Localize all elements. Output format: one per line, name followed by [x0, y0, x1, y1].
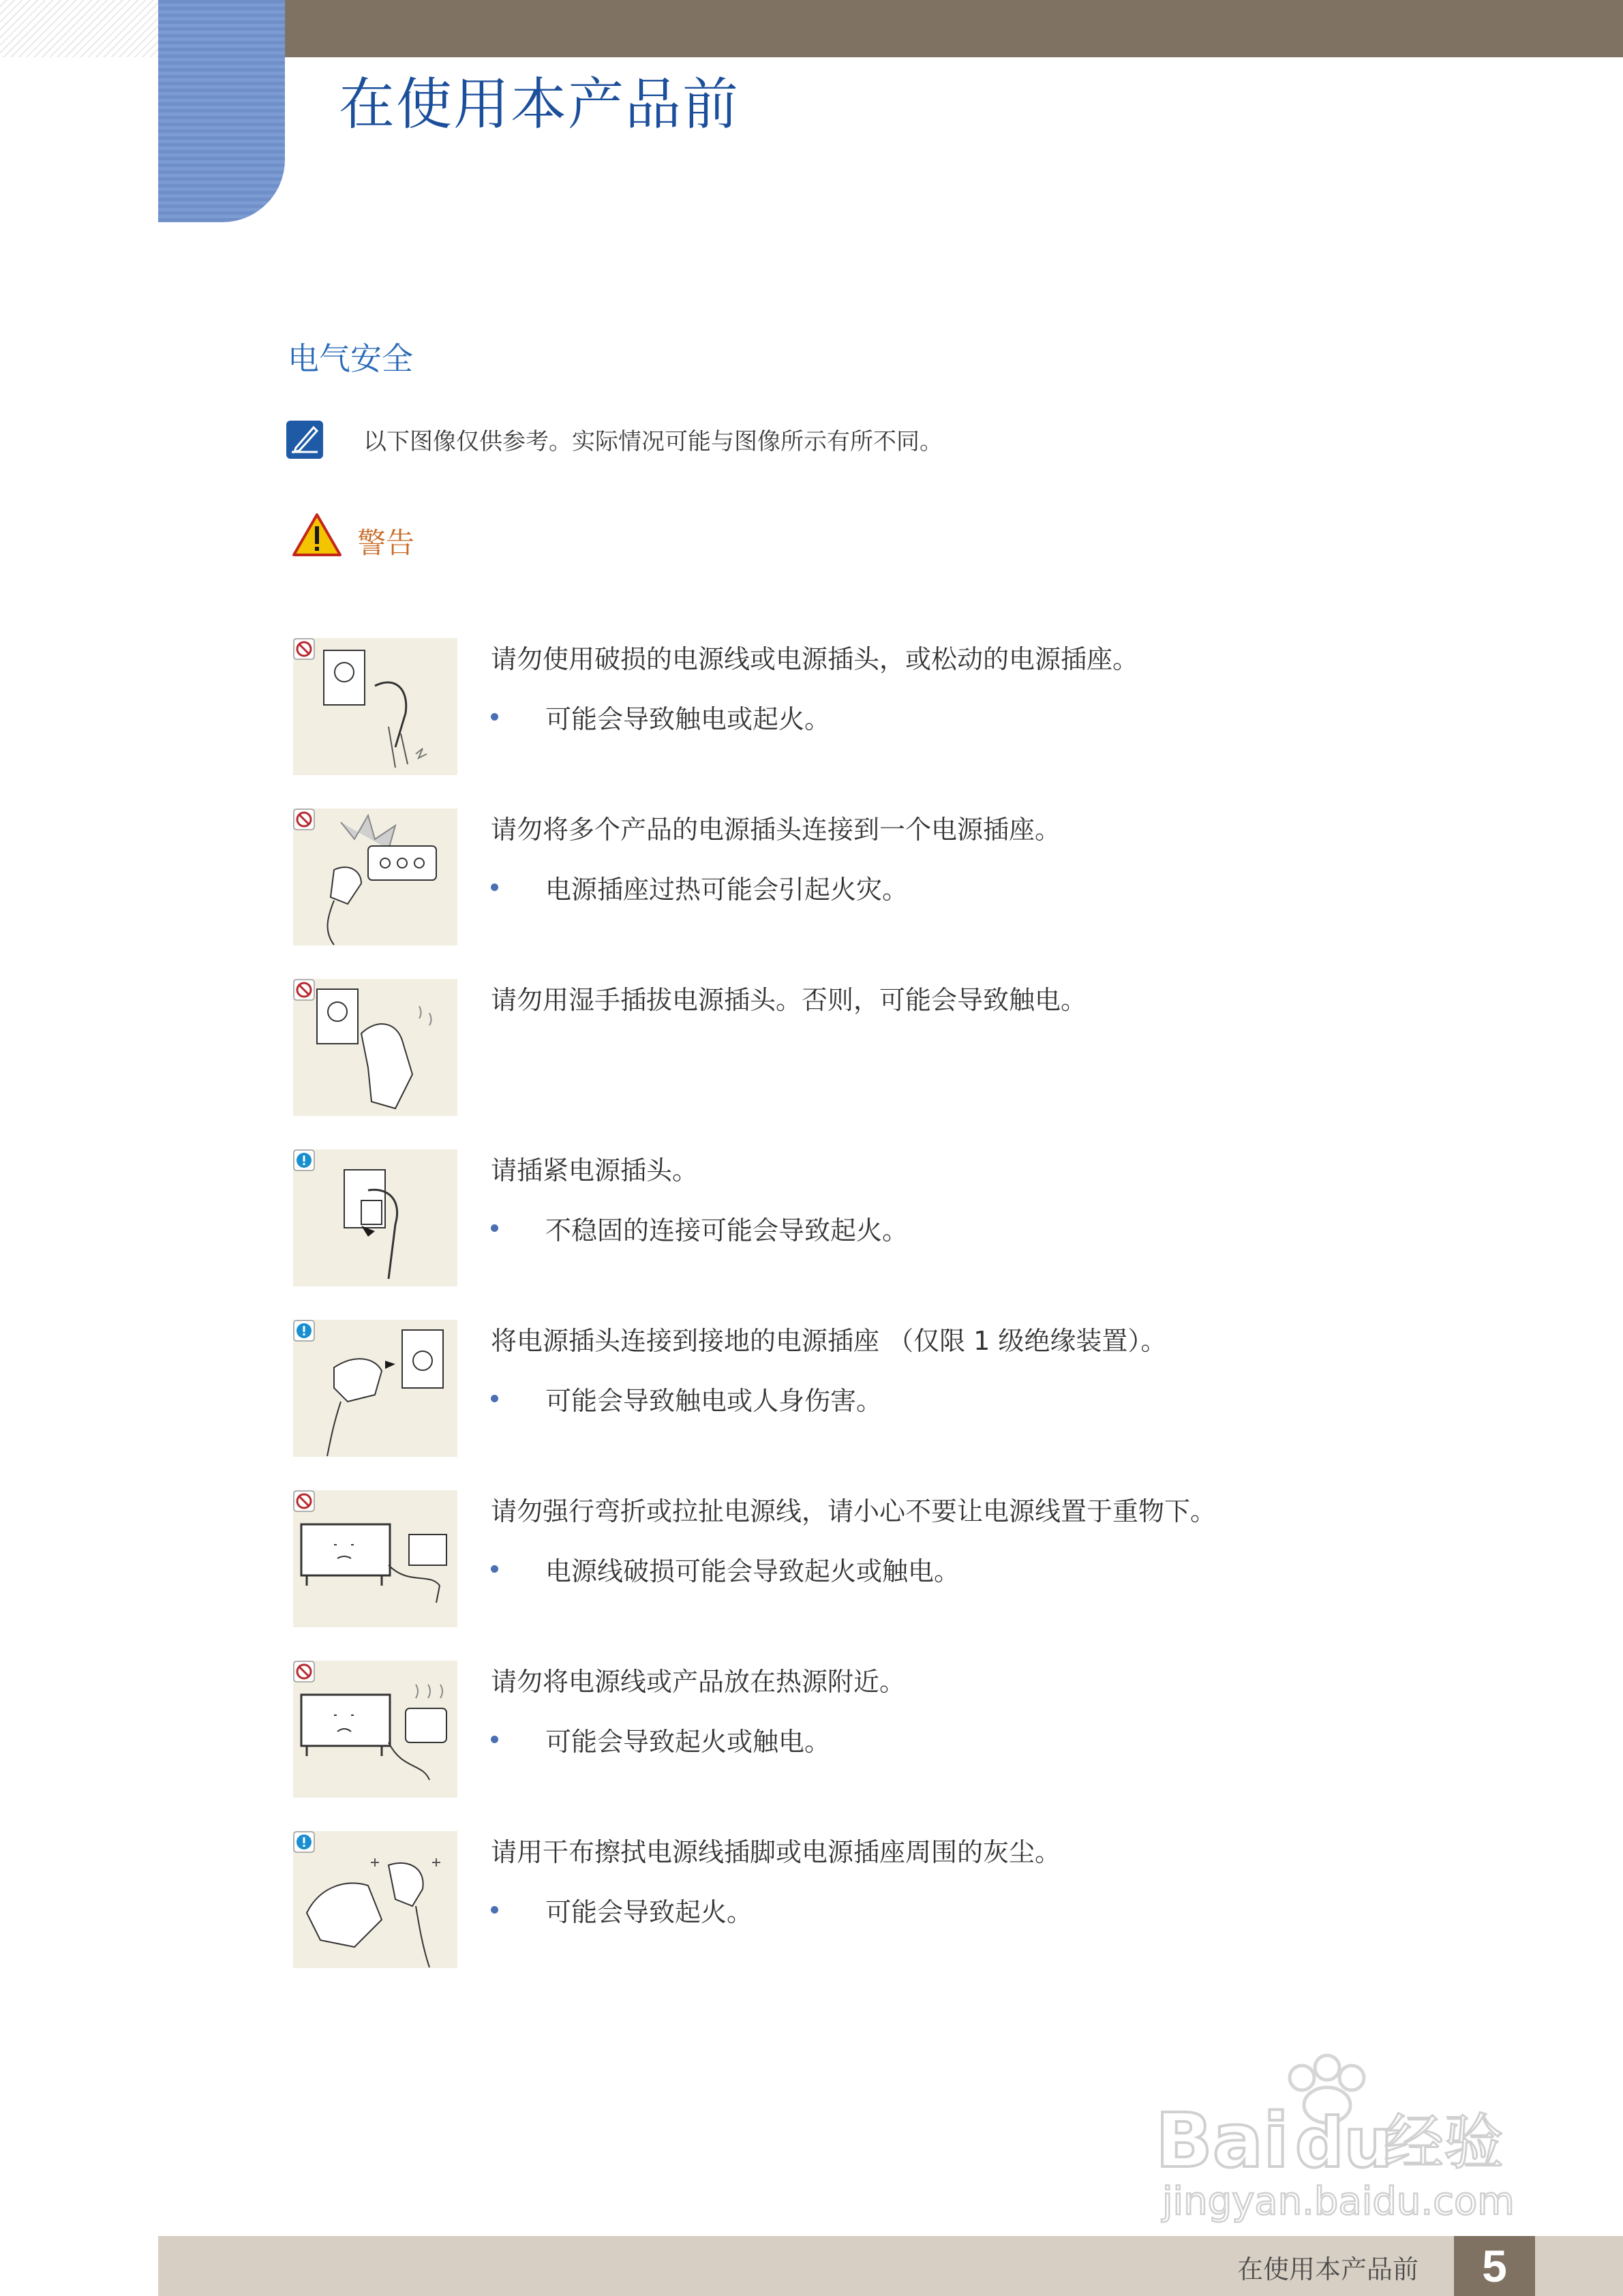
bullet-text: 电源线破损可能会导致起火或触电。 [545, 1556, 960, 1586]
svg-text:jingyan.baidu.com: jingyan.baidu.com [1162, 2179, 1515, 2224]
illustration-plug-firmly [293, 1149, 457, 1286]
illustration-wet-hand [293, 979, 457, 1116]
chapter-tab [158, 0, 285, 222]
safety-item [293, 1831, 1520, 1971]
illustration-wipe-dust [293, 1831, 457, 1968]
caution-icon [293, 1149, 315, 1171]
safety-item [293, 809, 1520, 948]
illustration-power-strip [293, 809, 457, 946]
item-title: 请勿用湿手插拔电源插头。否则，可能会导致触电。 [491, 985, 1087, 1015]
bullet-dot [491, 1736, 498, 1743]
item-title: 请勿强行弯折或拉扯电源线，请小心不要让电源线置于重物下。 [491, 1496, 1217, 1526]
bullet-dot [491, 1224, 498, 1232]
item-title: 请勿使用破损的电源线或电源插头，或松动的电源插座。 [491, 644, 1139, 674]
warning-label: 警告 [357, 526, 415, 560]
page-title: 在使用本产品前 [339, 72, 740, 137]
safety-item [293, 638, 1520, 778]
bullet-text: 可能会导致触电或起火。 [545, 704, 831, 734]
bullet-text: 可能会导致起火。 [545, 1897, 753, 1927]
illustration-damaged-plug [293, 638, 457, 775]
item-title: 请勿将电源线或产品放在热源附近。 [491, 1667, 906, 1697]
warning-triangle-icon [292, 513, 342, 558]
item-title: 请插紧电源插头。 [491, 1155, 699, 1185]
bullet-dot [491, 883, 498, 891]
prohibited-icon [293, 638, 315, 660]
header-band [285, 0, 1623, 57]
bullet-text: 不稳固的连接可能会导致起火。 [545, 1215, 909, 1245]
svg-text:du: du [1295, 2103, 1393, 2183]
item-title: 将电源插头连接到接地的电源插座 （仅限 1 级绝缘装置）。 [491, 1326, 1167, 1356]
safety-item [293, 1661, 1520, 1800]
safety-item [293, 1149, 1520, 1289]
pencil-note-icon [286, 421, 323, 459]
illustration-heavy-object [293, 1490, 457, 1627]
bullet-text: 可能会导致起火或触电。 [545, 1727, 831, 1757]
caution-icon [293, 1831, 315, 1853]
bullet-text: 可能会导致触电或人身伤害。 [545, 1386, 883, 1416]
prohibited-icon [293, 1490, 315, 1512]
svg-text:经验: 经验 [1384, 2107, 1504, 2177]
safety-item [293, 979, 1520, 1119]
section-title: 电气安全 [288, 340, 413, 377]
safety-item [293, 1490, 1520, 1630]
prohibited-icon [293, 809, 315, 830]
prohibited-icon [293, 1661, 315, 1682]
page-number-box [1454, 2236, 1535, 2296]
bullet-dot [491, 1906, 498, 1914]
safety-item [293, 1320, 1520, 1460]
note-text: 以下图像仅供参考。实际情况可能与图像所示有所不同。 [363, 428, 943, 455]
svg-text:Bai: Bai [1155, 2097, 1289, 2184]
bullet-dot [491, 1395, 498, 1402]
page-number: 5 [1482, 2241, 1507, 2291]
item-title: 请用干布擦拭电源线插脚或电源插座周围的灰尘。 [491, 1837, 1061, 1867]
illustration-heater [293, 1661, 457, 1798]
bullet-dot [491, 1565, 498, 1573]
prohibited-icon [293, 979, 315, 1001]
header-hatch-pattern [0, 0, 158, 57]
item-title: 请勿将多个产品的电源插头连接到一个电源插座。 [491, 815, 1061, 845]
baidu-jingyan-watermark [1149, 2051, 1530, 2235]
caution-icon [293, 1320, 315, 1342]
bullet-dot [491, 713, 498, 721]
illustration-grounded-outlet [293, 1320, 457, 1457]
bullet-text: 电源插座过热可能会引起火灾。 [545, 875, 909, 905]
footer-section-label: 在使用本产品前 [1237, 2254, 1419, 2284]
